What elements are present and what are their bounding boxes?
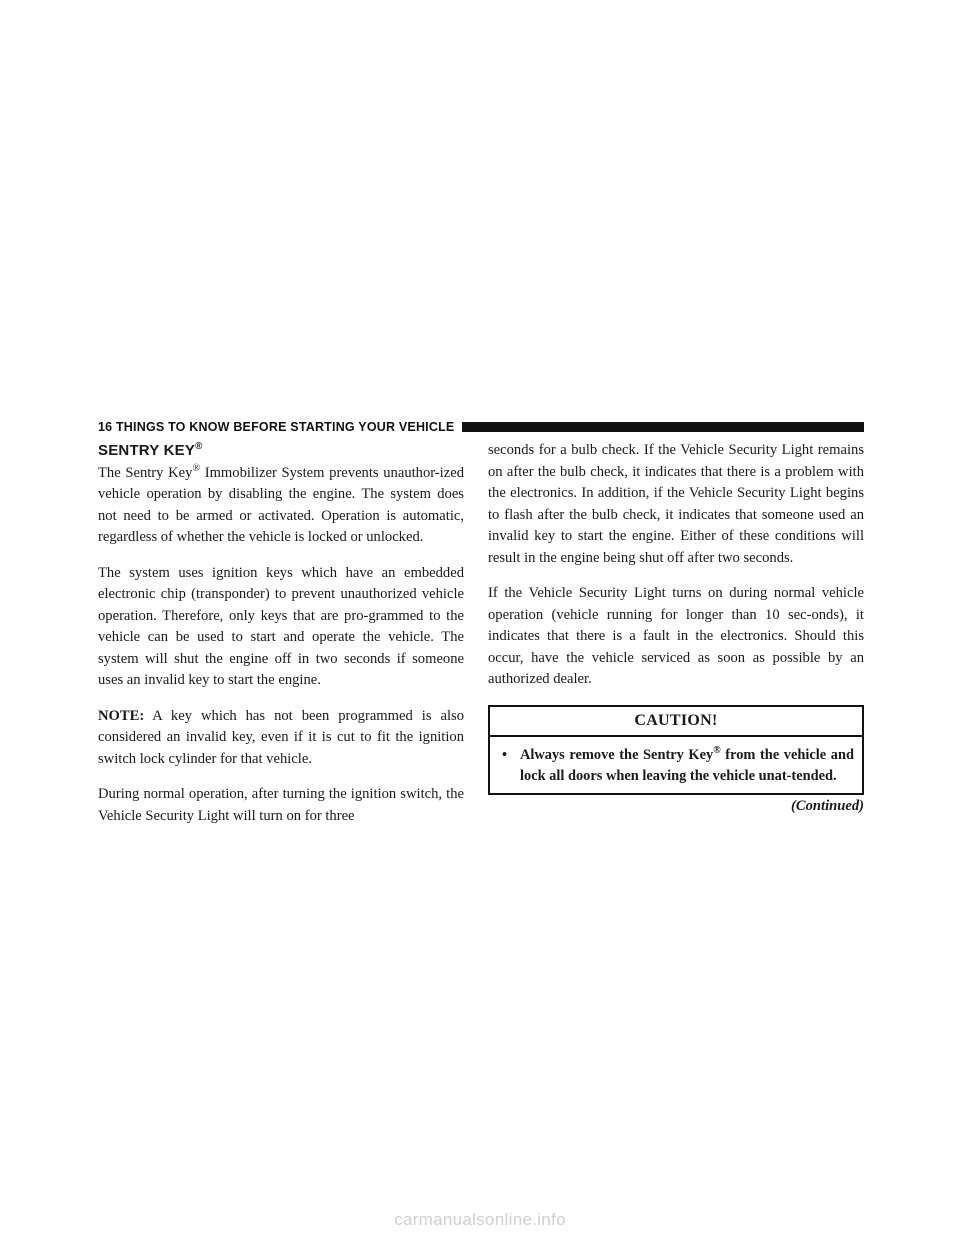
registered-mark: ® xyxy=(195,441,203,452)
caution-title: CAUTION! xyxy=(490,707,862,738)
caution-text xyxy=(520,745,854,787)
registered-mark: ® xyxy=(192,462,201,474)
registered-mark: ® xyxy=(713,745,721,757)
caution-lead: Always remove the Sentry Key xyxy=(520,747,714,763)
paragraph-fault: If the Vehicle Security Light turns on during normal vehicle operation (vehicle running for longer than 10 sec-onds), it indicates that there is a fault in the electronics. Should this occur, have the vehicle serviced as soon as possible by an authorized dealer. xyxy=(488,585,864,687)
paragraph-normal-operation: During normal operation, after turning the ignition switch, the Vehicle Security Light will turn on for three xyxy=(98,786,464,824)
note-label: NOTE: xyxy=(98,707,145,724)
page-header-text: 16 THINGS TO KNOW BEFORE STARTING YOUR VEHICLE xyxy=(98,420,455,434)
caution-item xyxy=(490,737,862,793)
header-rule xyxy=(462,422,864,432)
left-column xyxy=(98,440,464,841)
paragraph-bulb-check: seconds for a bulb check. If the Vehicle Security Light remains on after the bulb check, it indicates that there is a problem with the electronics. In addition, if the Vehicle Security Light begins to flash after the bulb check, it indicates that someone used an invalid key to start the engine. Either of these conditions will result in the engine being shut off after two seconds. xyxy=(488,442,864,566)
intro-rest: Immobilizer System prevents unauthor-ized vehicle operation by disabling the engine. The system does not need to be armed or activated. Operation is automatic, regardless of whether the vehicle is locked or unlocked. xyxy=(98,464,464,545)
continued-label: (Continued) xyxy=(791,798,864,814)
section-title-text: SENTRY KEY xyxy=(98,442,196,459)
watermark: carmanualsonline.info xyxy=(394,1210,566,1229)
right-column xyxy=(488,440,864,818)
note-paragraph xyxy=(98,706,464,771)
caution-box xyxy=(488,705,864,796)
bullet-icon: • xyxy=(502,747,508,763)
paragraph-keys: The system uses ignition keys which have an embedded electronic chip (transponder) to prevent unauthorized vehicle operation. Therefore, only keys that are pro-grammed to the vehicle can be used to start and operate the vehicle. The system will shut the engine off in two seconds if someone uses an invalid key to start the engine. xyxy=(98,564,464,688)
section-title xyxy=(98,440,464,462)
page-header xyxy=(98,416,864,438)
intro-lead: The Sentry Key xyxy=(98,464,193,481)
note-text: A key which has not been programmed is also considered an invalid key, even if it is cut to fit the ignition switch lock cylinder for that vehicle. xyxy=(98,707,464,767)
paragraph-intro xyxy=(98,463,464,549)
caution-rest: from the vehicle and lock all doors when leaving the vehicle unat-tended. xyxy=(520,747,854,784)
